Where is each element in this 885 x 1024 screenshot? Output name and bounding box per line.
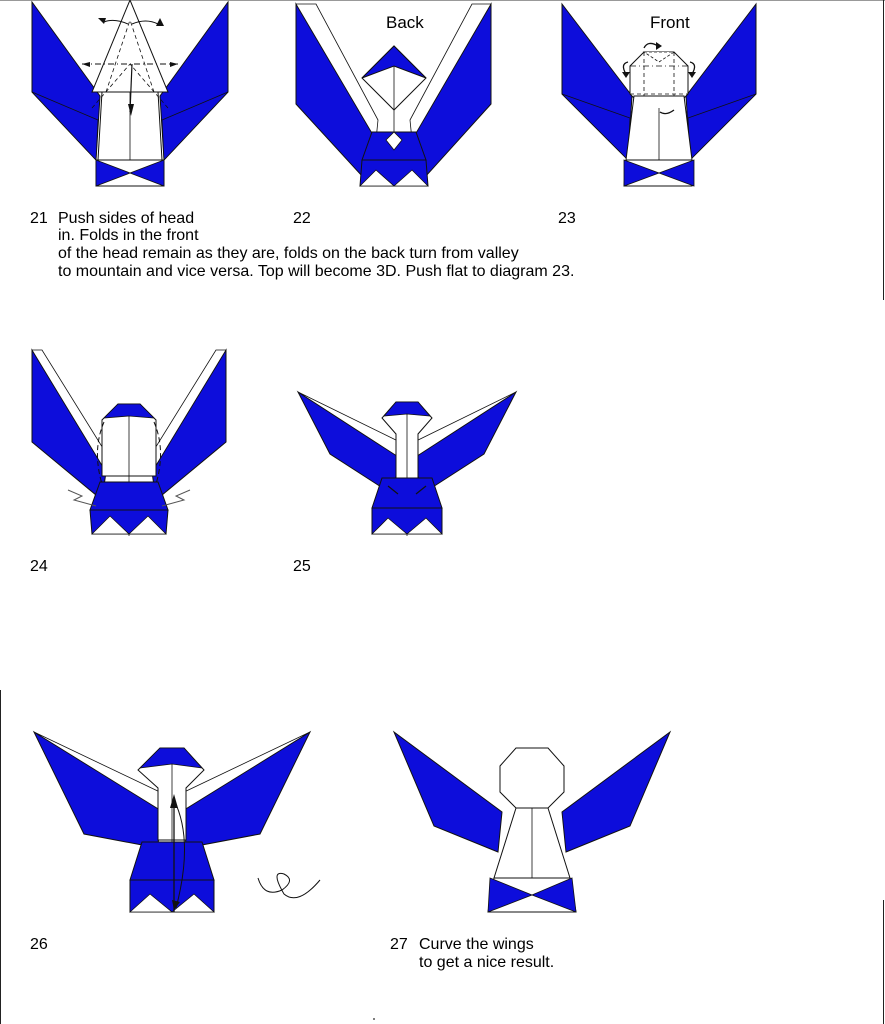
page-right-edge-lower (883, 900, 884, 1024)
label-front: Front (650, 13, 690, 32)
diagram-step-21 (30, 0, 230, 190)
page-right-edge (883, 0, 884, 300)
step-number-24: 24 (30, 558, 48, 575)
right-wing (562, 732, 670, 852)
page-left-edge (0, 690, 1, 1024)
step-21-line-2: in. Folds in the front (58, 227, 199, 244)
body (90, 482, 168, 510)
step-21-line-4: to mountain and vice versa. Top will become 3D. Push flat to diagram 23. (58, 263, 575, 280)
left-wing (32, 350, 106, 500)
step-21-line-3: of the head remain as they are, folds on the back turn from valley (58, 245, 519, 262)
diagram-step-25 (296, 390, 521, 540)
step-27-line-1: Curve the wings (419, 936, 534, 953)
step-number-21: 21 (30, 210, 48, 227)
left-wing (394, 732, 502, 852)
diagram-step-26 (34, 730, 314, 915)
head (500, 748, 564, 808)
diagram-step-27 (394, 732, 674, 914)
step-number-25: 25 (293, 558, 311, 575)
step-number-23: 23 (558, 210, 576, 227)
step-number-26: 26 (30, 936, 48, 953)
step-number-22: 22 (293, 210, 311, 227)
head (92, 0, 168, 92)
step-21-line-1: Push sides of head (58, 210, 195, 227)
step-number-27: 27 (390, 936, 408, 953)
label-back: Back (386, 13, 424, 32)
step-27-line-2: to get a nice result. (419, 954, 555, 971)
diagram-step-24 (30, 350, 230, 536)
left-wing (296, 4, 376, 176)
body (130, 842, 214, 880)
body (372, 478, 442, 508)
right-wing (152, 350, 226, 500)
page-speck (373, 1018, 375, 1020)
